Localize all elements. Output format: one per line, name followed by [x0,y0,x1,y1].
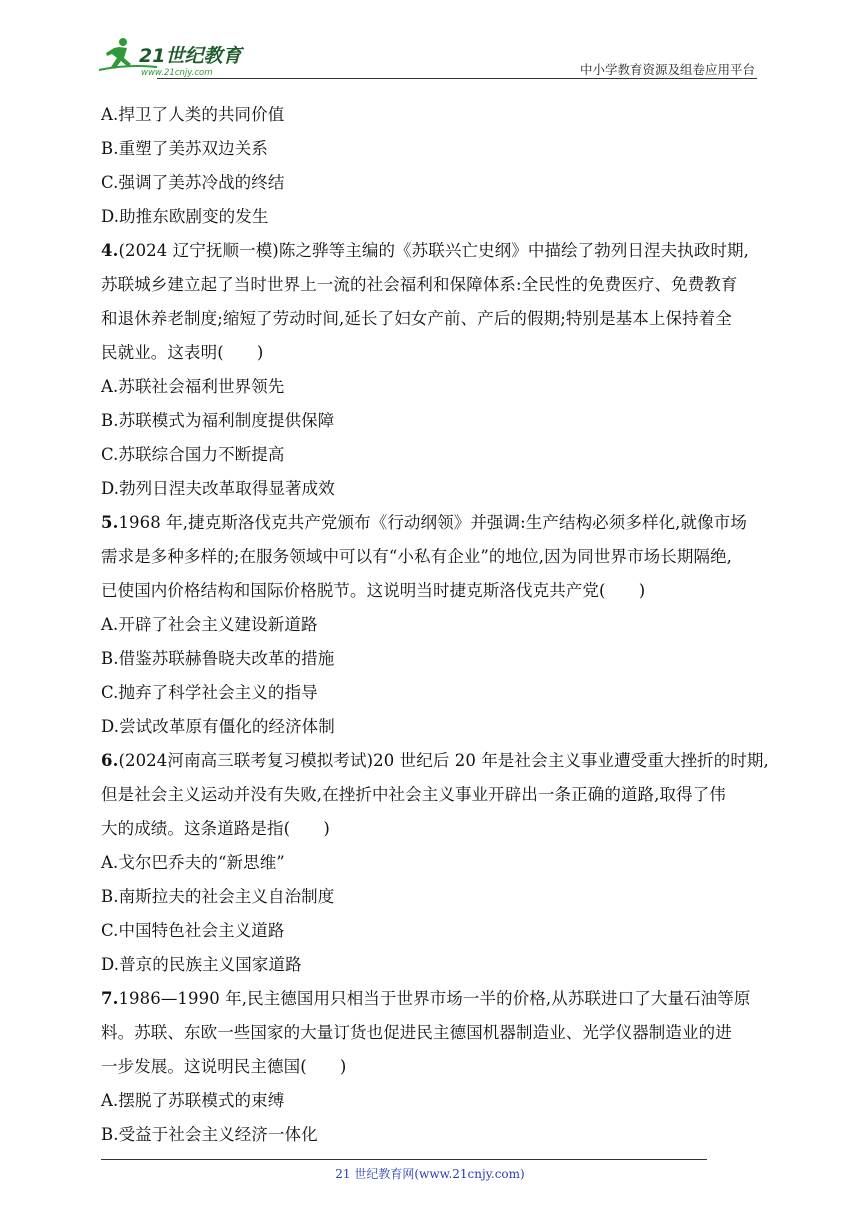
q6-stem-line-3: 大的成绩。这条道路是指( ) [101,819,330,838]
q4-option-c: C.苏联综合国力不断提高 [101,445,285,464]
q5-stem-line-1: 5.1968 年,捷克斯洛伐克共产党颁布《行动纲领》并强调:生产结构必须多样化,就像市场 [101,513,747,532]
q7-number: 7. [101,989,119,1008]
q5-option-b: B.借鉴苏联赫鲁晓夫改革的措施 [101,649,335,668]
q4-stem-line-2: 苏联城乡建立起了当时世界上一流的社会福利和保障体系:全民性的免费医疗、免费教育 [101,275,738,294]
q4-stem-line-1: 4.(2024 辽宁抚顺一模)陈之骅等主编的《苏联兴亡史纲》中描绘了勃列日涅夫执政时期, [101,241,749,260]
q3-option-c: C.强调了美苏冷战的终结 [101,173,285,192]
q7-stem-line-1: 7.1986—1990 年,民主德国用只相当于世界市场一半的价格,从苏联进口了大量石油等原 [101,989,751,1008]
platform-name: 中小学教育资源及组卷应用平台 [579,62,755,77]
q6-stem-line-1: 6.(2024河南高三联考复习模拟考试)20 世纪后 20 年是社会主义事业遭受重大挫折的时期, [101,751,769,770]
q6-option-d: D.普京的民族主义国家道路 [101,955,302,974]
q5-number: 5. [101,513,119,532]
q5-stem-line-2: 需求是多种多样的;在服务领域中可以有“小私有企业”的地位,因为同世界市场长期隔绝, [101,547,733,566]
q7-stem-line-2: 料。苏联、东欧一些国家的大量订货也促进民主德国机器制造业、光学仪器制造业的进 [101,1023,732,1042]
q5-stem-line-3: 已使国内价格结构和国际价格脱节。这说明当时捷克斯洛伐克共产党( ) [101,581,646,600]
site-logo [97,36,267,80]
page-header [97,36,757,80]
q4-option-d: D.勃列日涅夫改革取得显著成效 [101,479,335,498]
footer-divider [101,1159,707,1160]
question-content [101,98,769,1152]
header-divider [157,78,757,79]
runner-icon [106,38,131,69]
q3-option-b: B.重塑了美苏双边关系 [101,139,268,158]
q7-stem-line-3: 一步发展。这说明民主德国( ) [101,1057,347,1076]
q6-option-a: A.戈尔巴乔夫的“新思维” [101,853,285,872]
q4-stem-line-3: 和退休养老制度;缩短了劳动时间,延长了妇女产前、产后的假期;特别是基本上保持着全 [101,309,732,328]
q7-option-b: B.受益于社会主义经济一体化 [101,1125,318,1144]
q6-number: 6. [101,751,119,770]
q4-option-b: B.苏联模式为福利制度提供保障 [101,411,335,430]
q6-option-b: B.南斯拉夫的社会主义自治制度 [101,887,335,906]
q5-option-d: D.尝试改革原有僵化的经济体制 [101,717,335,736]
q6-option-c: C.中国特色社会主义道路 [101,921,285,940]
q7-option-a: A.摆脱了苏联模式的束缚 [101,1091,285,1110]
q4-number: 4. [101,241,119,260]
q5-option-c: C.抛弃了科学社会主义的指导 [101,683,318,702]
q3-option-d: D.助推东欧剧变的发生 [101,207,269,226]
svg-text:www.21cnjy.com: www.21cnjy.com [141,68,213,78]
q4-option-a: A.苏联社会福利世界领先 [101,377,285,396]
q6-stem-line-2: 但是社会主义运动并没有失败,在挫折中社会主义事业开辟出一条正确的道路,取得了伟 [101,785,726,804]
svg-text:21世纪教育: 21世纪教育 [139,45,242,67]
q5-option-a: A.开辟了社会主义建设新道路 [101,615,318,634]
q4-stem-line-4: 民就业。这表明( ) [101,343,264,362]
q3-option-a: A.捍卫了人类的共同价值 [101,105,285,124]
footer-link[interactable]: 21 世纪教育网(www.21cnjy.com) [335,1167,525,1181]
